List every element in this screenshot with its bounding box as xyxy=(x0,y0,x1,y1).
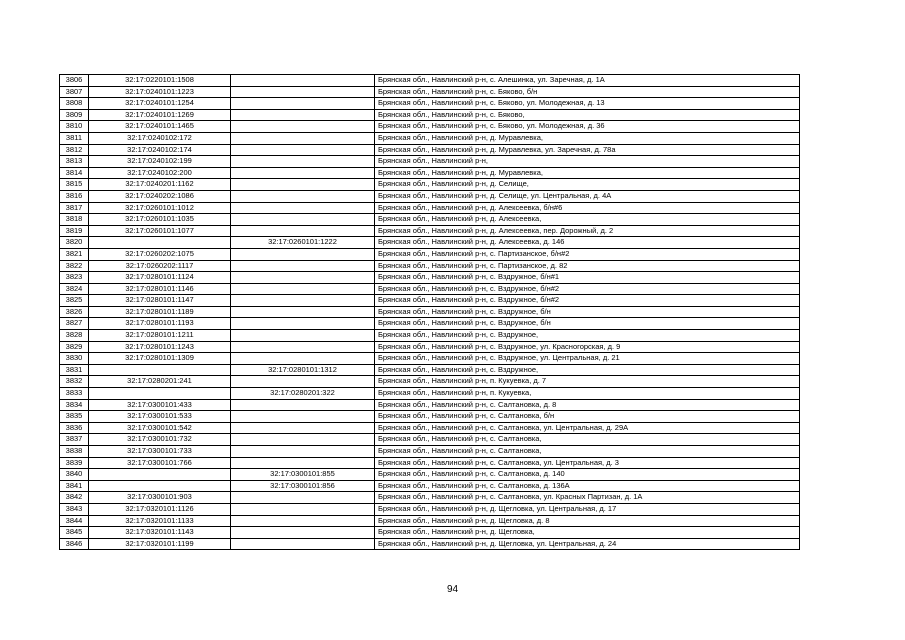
address-cell: Брянская обл., Навлинский р-н, с. Вздружное, xyxy=(375,330,800,342)
cadastral-number-cell: 32:17:0240102:199 xyxy=(89,156,231,168)
row-number-cell: 3824 xyxy=(60,283,89,295)
table-row xyxy=(60,214,800,226)
address-cell: Брянская обл., Навлинский р-н, с. Вздружное, б/н xyxy=(375,306,800,318)
table-row xyxy=(60,469,800,481)
previous-number-cell xyxy=(231,538,375,550)
cadastral-number-cell: 32:17:0240202:1086 xyxy=(89,190,231,202)
cadastral-number-cell: 32:17:0280101:1193 xyxy=(89,318,231,330)
previous-number-cell xyxy=(231,167,375,179)
row-number-cell: 3844 xyxy=(60,515,89,527)
previous-number-cell xyxy=(231,225,375,237)
row-number-cell: 3807 xyxy=(60,86,89,98)
address-cell: Брянская обл., Навлинский р-н, с. Алешинка, ул. Заречная, д. 1А xyxy=(375,75,800,87)
table-row xyxy=(60,86,800,98)
previous-number-cell: 32:17:0300101:856 xyxy=(231,480,375,492)
previous-number-cell xyxy=(231,527,375,539)
row-number-cell: 3831 xyxy=(60,364,89,376)
row-number-cell: 3823 xyxy=(60,272,89,284)
cadastral-number-cell xyxy=(89,388,231,400)
previous-number-cell xyxy=(231,295,375,307)
cadastral-number-cell: 32:17:0280101:1146 xyxy=(89,283,231,295)
table-row xyxy=(60,202,800,214)
row-number-cell: 3806 xyxy=(60,75,89,87)
previous-number-cell xyxy=(231,492,375,504)
cadastral-number-cell xyxy=(89,364,231,376)
address-cell: Брянская обл., Навлинский р-н, с. Салтановка, ул. Центральная, д. 3 xyxy=(375,457,800,469)
table-row xyxy=(60,295,800,307)
cadastral-number-cell: 32:17:0240102:200 xyxy=(89,167,231,179)
table-row xyxy=(60,353,800,365)
address-cell: Брянская обл., Навлинский р-н, д. Муравлевка, xyxy=(375,167,800,179)
previous-number-cell: 32:17:0280101:1312 xyxy=(231,364,375,376)
table-row xyxy=(60,538,800,550)
previous-number-cell xyxy=(231,515,375,527)
address-cell: Брянская обл., Навлинский р-н, д. Селище, xyxy=(375,179,800,191)
cadastral-number-cell: 32:17:0260101:1077 xyxy=(89,225,231,237)
address-cell: Брянская обл., Навлинский р-н, п. Кукуевка, д. 7 xyxy=(375,376,800,388)
address-cell: Брянская обл., Навлинский р-н, с. Бяково, xyxy=(375,109,800,121)
address-cell: Брянская обл., Навлинский р-н, д. Муравлевка, ул. Заречная, д. 78а xyxy=(375,144,800,156)
cadastral-number-cell: 32:17:0280101:1147 xyxy=(89,295,231,307)
table-row xyxy=(60,399,800,411)
cadastral-number-cell: 32:17:0260202:1117 xyxy=(89,260,231,272)
row-number-cell: 3829 xyxy=(60,341,89,353)
row-number-cell: 3834 xyxy=(60,399,89,411)
address-cell: Брянская обл., Навлинский р-н, д. Щегловка, д. 8 xyxy=(375,515,800,527)
cadastral-number-cell: 32:17:0300101:766 xyxy=(89,457,231,469)
address-cell: Брянская обл., Навлинский р-н, с. Бяково, ул. Молодежная, д. 36 xyxy=(375,121,800,133)
address-cell: Брянская обл., Навлинский р-н, с. Салтановка, xyxy=(375,446,800,458)
previous-number-cell xyxy=(231,86,375,98)
cadastral-number-cell: 32:17:0300101:533 xyxy=(89,411,231,423)
address-cell: Брянская обл., Навлинский р-н, с. Салтановка, ул. Центральная, д. 29А xyxy=(375,422,800,434)
cadastral-number-cell: 32:17:0280101:1211 xyxy=(89,330,231,342)
address-cell: Брянская обл., Навлинский р-н, д. Селище, ул. Центральная, д. 4А xyxy=(375,190,800,202)
previous-number-cell xyxy=(231,214,375,226)
row-number-cell: 3826 xyxy=(60,306,89,318)
row-number-cell: 3843 xyxy=(60,503,89,515)
row-number-cell: 3810 xyxy=(60,121,89,133)
table-row xyxy=(60,237,800,249)
address-cell: Брянская обл., Навлинский р-н, с. Партизанское, д. 82 xyxy=(375,260,800,272)
row-number-cell: 3841 xyxy=(60,480,89,492)
table-row xyxy=(60,144,800,156)
registry-table xyxy=(59,74,800,550)
row-number-cell: 3817 xyxy=(60,202,89,214)
address-cell: Брянская обл., Навлинский р-н, с. Партизанское, б/н#2 xyxy=(375,248,800,260)
cadastral-number-cell: 32:17:0240102:174 xyxy=(89,144,231,156)
cadastral-number-cell: 32:17:0260101:1035 xyxy=(89,214,231,226)
previous-number-cell xyxy=(231,144,375,156)
row-number-cell: 3840 xyxy=(60,469,89,481)
cadastral-number-cell xyxy=(89,469,231,481)
row-number-cell: 3846 xyxy=(60,538,89,550)
address-cell: Брянская обл., Навлинский р-н, с. Салтановка, xyxy=(375,434,800,446)
address-cell: Брянская обл., Навлинский р-н, д. Алексеевка, xyxy=(375,214,800,226)
previous-number-cell: 32:17:0280201:322 xyxy=(231,388,375,400)
table-row xyxy=(60,283,800,295)
cadastral-number-cell: 32:17:0280101:1124 xyxy=(89,272,231,284)
previous-number-cell xyxy=(231,272,375,284)
table-row xyxy=(60,318,800,330)
table-row xyxy=(60,98,800,110)
cadastral-number-cell: 32:17:0320101:1143 xyxy=(89,527,231,539)
row-number-cell: 3828 xyxy=(60,330,89,342)
table-row xyxy=(60,121,800,133)
previous-number-cell xyxy=(231,75,375,87)
previous-number-cell xyxy=(231,318,375,330)
cadastral-number-cell: 32:17:0320101:1133 xyxy=(89,515,231,527)
row-number-cell: 3830 xyxy=(60,353,89,365)
table-row xyxy=(60,411,800,423)
table-row xyxy=(60,156,800,168)
table-row xyxy=(60,527,800,539)
cadastral-number-cell: 32:17:0240201:1162 xyxy=(89,179,231,191)
previous-number-cell xyxy=(231,109,375,121)
cadastral-number-cell: 32:17:0280101:1243 xyxy=(89,341,231,353)
address-cell: Брянская обл., Навлинский р-н, с. Вздружное, xyxy=(375,364,800,376)
row-number-cell: 3845 xyxy=(60,527,89,539)
address-cell: Брянская обл., Навлинский р-н, с. Вздружное, б/н xyxy=(375,318,800,330)
table-row xyxy=(60,260,800,272)
table-row xyxy=(60,446,800,458)
address-cell: Брянская обл., Навлинский р-н, с. Вздружное, ул. Центральная, д. 21 xyxy=(375,353,800,365)
row-number-cell: 3811 xyxy=(60,132,89,144)
cadastral-number-cell: 32:17:0300101:903 xyxy=(89,492,231,504)
table-row xyxy=(60,492,800,504)
cadastral-number-cell: 32:17:0260101:1012 xyxy=(89,202,231,214)
previous-number-cell xyxy=(231,132,375,144)
table-row xyxy=(60,364,800,376)
previous-number-cell xyxy=(231,190,375,202)
table-row xyxy=(60,75,800,87)
row-number-cell: 3812 xyxy=(60,144,89,156)
table-row xyxy=(60,341,800,353)
previous-number-cell xyxy=(231,98,375,110)
previous-number-cell xyxy=(231,399,375,411)
cadastral-number-cell: 32:17:0240101:1223 xyxy=(89,86,231,98)
address-cell: Брянская обл., Навлинский р-н, с. Вздружное, б/н#2 xyxy=(375,283,800,295)
table-row xyxy=(60,330,800,342)
previous-number-cell xyxy=(231,446,375,458)
cadastral-number-cell: 32:17:0240102:172 xyxy=(89,132,231,144)
cadastral-number-cell: 32:17:0280201:241 xyxy=(89,376,231,388)
row-number-cell: 3827 xyxy=(60,318,89,330)
row-number-cell: 3808 xyxy=(60,98,89,110)
table-row xyxy=(60,167,800,179)
previous-number-cell xyxy=(231,202,375,214)
table-row xyxy=(60,179,800,191)
address-cell: Брянская обл., Навлинский р-н, с. Салтановка, б/н xyxy=(375,411,800,423)
address-cell: Брянская обл., Навлинский р-н, с. Салтановка, д. 8 xyxy=(375,399,800,411)
previous-number-cell xyxy=(231,434,375,446)
address-cell: Брянская обл., Навлинский р-н, д. Щегловка, ул. Центральная, д. 17 xyxy=(375,503,800,515)
previous-number-cell: 32:17:0260101:1222 xyxy=(231,237,375,249)
cadastral-number-cell: 32:17:0300101:733 xyxy=(89,446,231,458)
row-number-cell: 3837 xyxy=(60,434,89,446)
address-cell: Брянская обл., Навлинский р-н, д. Муравлевка, xyxy=(375,132,800,144)
previous-number-cell xyxy=(231,306,375,318)
cadastral-number-cell: 32:17:0300101:542 xyxy=(89,422,231,434)
cadastral-number-cell: 32:17:0320101:1199 xyxy=(89,538,231,550)
previous-number-cell xyxy=(231,353,375,365)
previous-number-cell xyxy=(231,457,375,469)
cadastral-number-cell: 32:17:0260202:1075 xyxy=(89,248,231,260)
row-number-cell: 3809 xyxy=(60,109,89,121)
row-number-cell: 3833 xyxy=(60,388,89,400)
row-number-cell: 3835 xyxy=(60,411,89,423)
row-number-cell: 3842 xyxy=(60,492,89,504)
table-row xyxy=(60,457,800,469)
cadastral-number-cell xyxy=(89,237,231,249)
address-cell: Брянская обл., Навлинский р-н, д. Алексеевка, д. 146 xyxy=(375,237,800,249)
address-cell: Брянская обл., Навлинский р-н, д. Алексеевка, пер. Дорожный, д. 2 xyxy=(375,225,800,237)
cadastral-number-cell: 32:17:0300101:732 xyxy=(89,434,231,446)
table-row xyxy=(60,248,800,260)
previous-number-cell: 32:17:0300101:855 xyxy=(231,469,375,481)
table-row xyxy=(60,190,800,202)
table-row xyxy=(60,225,800,237)
previous-number-cell xyxy=(231,248,375,260)
previous-number-cell xyxy=(231,330,375,342)
row-number-cell: 3814 xyxy=(60,167,89,179)
table-row xyxy=(60,132,800,144)
previous-number-cell xyxy=(231,341,375,353)
table-row xyxy=(60,480,800,492)
previous-number-cell xyxy=(231,260,375,272)
row-number-cell: 3832 xyxy=(60,376,89,388)
address-cell: Брянская обл., Навлинский р-н, xyxy=(375,156,800,168)
address-cell: Брянская обл., Навлинский р-н, с. Бяково, б/н xyxy=(375,86,800,98)
row-number-cell: 3819 xyxy=(60,225,89,237)
cadastral-number-cell: 32:17:0280101:1189 xyxy=(89,306,231,318)
table-row xyxy=(60,422,800,434)
table-row xyxy=(60,306,800,318)
row-number-cell: 3818 xyxy=(60,214,89,226)
row-number-cell: 3815 xyxy=(60,179,89,191)
page-number: 94 xyxy=(446,584,459,595)
table-row xyxy=(60,109,800,121)
previous-number-cell xyxy=(231,121,375,133)
address-cell: Брянская обл., Навлинский р-н, с. Вздружное, б/н#2 xyxy=(375,295,800,307)
table-row xyxy=(60,376,800,388)
address-cell: Брянская обл., Навлинский р-н, с. Бяково, ул. Молодежная, д. 13 xyxy=(375,98,800,110)
row-number-cell: 3825 xyxy=(60,295,89,307)
previous-number-cell xyxy=(231,411,375,423)
table-row xyxy=(60,434,800,446)
cadastral-number-cell: 32:17:0220101:1508 xyxy=(89,75,231,87)
cadastral-number-cell: 32:17:0280101:1309 xyxy=(89,353,231,365)
previous-number-cell xyxy=(231,503,375,515)
cadastral-number-cell: 32:17:0240101:1254 xyxy=(89,98,231,110)
table-row xyxy=(60,515,800,527)
cadastral-number-cell: 32:17:0240101:1269 xyxy=(89,109,231,121)
row-number-cell: 3813 xyxy=(60,156,89,168)
address-cell: Брянская обл., Навлинский р-н, д. Щегловка, ул. Центральная, д. 24 xyxy=(375,538,800,550)
address-cell: Брянская обл., Навлинский р-н, д. Щегловка, xyxy=(375,527,800,539)
row-number-cell: 3821 xyxy=(60,248,89,260)
address-cell: Брянская обл., Навлинский р-н, п. Кукуевка, xyxy=(375,388,800,400)
row-number-cell: 3836 xyxy=(60,422,89,434)
table-row xyxy=(60,272,800,284)
address-cell: Брянская обл., Навлинский р-н, с. Вздружное, б/н#1 xyxy=(375,272,800,284)
previous-number-cell xyxy=(231,422,375,434)
address-cell: Брянская обл., Навлинский р-н, с. Вздружное, ул. Красногорская, д. 9 xyxy=(375,341,800,353)
previous-number-cell xyxy=(231,179,375,191)
address-cell: Брянская обл., Навлинский р-н, с. Салтановка, ул. Красных Партизан, д. 1А xyxy=(375,492,800,504)
table-row xyxy=(60,503,800,515)
row-number-cell: 3839 xyxy=(60,457,89,469)
address-cell: Брянская обл., Навлинский р-н, с. Салтановка, д. 136А xyxy=(375,480,800,492)
row-number-cell: 3816 xyxy=(60,190,89,202)
address-cell: Брянская обл., Навлинский р-н, с. Салтановка, д. 140 xyxy=(375,469,800,481)
cadastral-number-cell xyxy=(89,480,231,492)
previous-number-cell xyxy=(231,156,375,168)
row-number-cell: 3820 xyxy=(60,237,89,249)
registry-table-body xyxy=(60,75,800,550)
cadastral-number-cell: 32:17:0320101:1126 xyxy=(89,503,231,515)
address-cell: Брянская обл., Навлинский р-н, д. Алексеевка, б/н#6 xyxy=(375,202,800,214)
cadastral-number-cell: 32:17:0240101:1465 xyxy=(89,121,231,133)
previous-number-cell xyxy=(231,283,375,295)
cadastral-number-cell: 32:17:0300101:433 xyxy=(89,399,231,411)
previous-number-cell xyxy=(231,376,375,388)
row-number-cell: 3838 xyxy=(60,446,89,458)
row-number-cell: 3822 xyxy=(60,260,89,272)
table-row xyxy=(60,388,800,400)
